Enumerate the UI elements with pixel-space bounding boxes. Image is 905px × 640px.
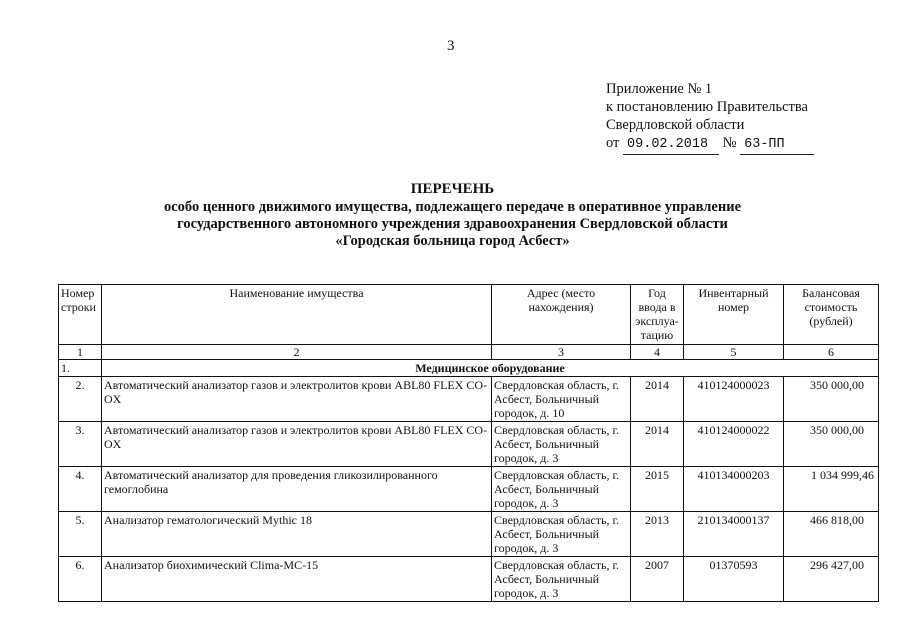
table-row [59,557,879,602]
header-inventory: Инвентарный номер [684,285,784,345]
header-address: Адрес (место нахождения) [492,285,631,345]
col-index: 6 [784,345,879,360]
table-row [59,512,879,557]
document-title [0,181,905,250]
appendix-title: Приложение № 1 [606,81,713,97]
date-prefix: от [606,135,620,151]
property-address: Свердловская область, г. Асбест, Больничный городок, д. 3 [492,422,631,467]
property-name: Автоматический анализатор для проведения гликозилированного гемоглобина [102,467,492,512]
section-label: Медицинское оборудование [102,360,879,377]
property-year: 2015 [631,467,684,512]
section-row [59,360,879,377]
property-address: Свердловская область, г. Асбест, Больничный городок, д. 3 [492,467,631,512]
title-heading: ПЕРЕЧЕНЬ [410,181,495,197]
table-row [59,467,879,512]
row-number: 5. [59,512,102,557]
property-address: Свердловская область, г. Асбест, Больничный городок, д. 3 [492,557,631,602]
header-row-number: Номер строки [59,285,102,345]
col-index: 1 [59,345,102,360]
property-inventory: 410134000203 [684,467,784,512]
header-year: Год ввода в эксплуа-тацию [631,285,684,345]
appendix-resolution: к постановлению Правительства [606,99,808,115]
appendix-date-line [606,134,814,155]
property-name: Анализатор биохимический Clima-MC-15 [102,557,492,602]
row-number: 3. [59,422,102,467]
title-line-1: особо ценного движимого имущества, подлежащего передаче в оперативное управление [163,199,742,215]
resolution-date: 09.02.2018 [623,136,719,155]
title-line-3: «Городская больница город Асбест» [335,233,570,249]
property-cost: 350 000,00 [784,377,879,422]
property-inventory: 410124000022 [684,422,784,467]
col-index: 2 [102,345,492,360]
page-number: 3 [447,38,455,54]
col-index: 4 [631,345,684,360]
property-address: Свердловская область, г. Асбест, Больничный городок, д. 3 [492,512,631,557]
property-cost: 1 034 999,46 [784,467,879,512]
resolution-number: 63-ПП [740,136,814,155]
title-line-2: государственного автономного учреждения здравоохранения Свердловской области [177,216,728,232]
property-year: 2014 [631,377,684,422]
row-number: 2. [59,377,102,422]
property-inventory: 410124000023 [684,377,784,422]
property-name: Автоматический анализатор газов и электролитов крови ABL80 FLEX CO-OX [102,422,492,467]
table-row [59,422,879,467]
appendix-block [606,80,814,155]
property-name: Автоматический анализатор газов и электролитов крови ABL80 FLEX CO-OX [102,377,492,422]
property-year: 2013 [631,512,684,557]
property-address: Свердловская область, г. Асбест, Больничный городок, д. 10 [492,377,631,422]
row-number: 4. [59,467,102,512]
property-table [58,284,879,602]
property-inventory: 01370593 [684,557,784,602]
table-row [59,377,879,422]
property-cost: 350 000,00 [784,422,879,467]
property-name: Анализатор гематологический Mythic 18 [102,512,492,557]
number-prefix: № [722,135,737,151]
section-number: 1. [59,360,102,377]
col-index: 5 [684,345,784,360]
header-cost: Балансовая стоимость (рублей) [784,285,879,345]
header-name: Наименование имущества [102,285,492,345]
appendix-region: Свердловской области [606,117,745,133]
table-header-row [59,285,879,345]
property-cost: 466 818,00 [784,512,879,557]
property-cost: 296 427,00 [784,557,879,602]
column-index-row [59,345,879,360]
col-index: 3 [492,345,631,360]
property-year: 2014 [631,422,684,467]
row-number: 6. [59,557,102,602]
property-inventory: 210134000137 [684,512,784,557]
property-year: 2007 [631,557,684,602]
